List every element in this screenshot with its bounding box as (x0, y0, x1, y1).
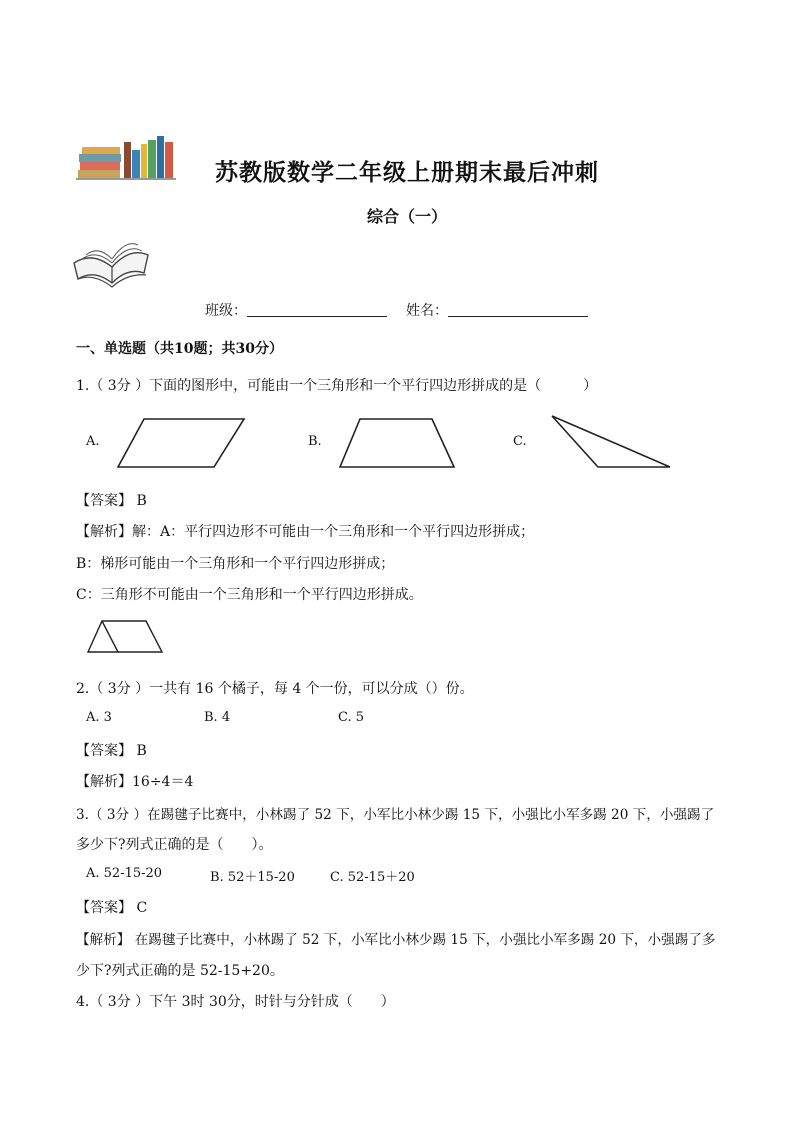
page-subtitle: 综合（一） (366, 207, 447, 226)
q4-stem: 4.（ 3分 ）下午 3时 30分，时针与分针成（ ） (76, 994, 395, 1010)
class-field (205, 300, 387, 320)
q1-option-b-trapezoid (338, 417, 458, 469)
class-blank[interactable] (247, 302, 387, 317)
q1-option-c-triangle (548, 414, 674, 470)
q1-analysis-line3: C：三角形不可能由一个三角形和一个平行四边形拼成。 (76, 587, 423, 603)
class-label: 班级： (205, 303, 247, 319)
q1-analysis-line1: 【解析】解：A：平行四边形不可能由一个三角形和一个平行四边形拼成； (76, 524, 535, 540)
section-heading: 一、单选题（共10题；共30分） (76, 341, 283, 357)
q3-option-a: A. 52-15-20 (86, 866, 163, 881)
name-blank[interactable] (448, 302, 588, 317)
q1-analysis-line2: B：梯形可能由一个三角形和一个平行四边形拼成； (76, 556, 395, 572)
name-field (406, 300, 588, 320)
q3-analysis-line2: 少下?列式正确的是 52-15+20。 (76, 963, 284, 979)
q2-option-a: A. 3 (86, 710, 112, 725)
q3-stem-line1: 3.（ 3分 ）在踢毽子比赛中，小林踢了 52 下，小军比小林少踢 15 下，小强比小军多踢 20 下，小强踢了 (76, 807, 715, 823)
q1-option-b-label: B. (308, 434, 322, 449)
q2-stem: 2.（ 3分 ）一共有 16 个橘子，每 4 个一份，可以分成（）份。 (76, 681, 474, 697)
q2-analysis: 【解析】16÷4＝4 (76, 774, 194, 790)
q2-option-b: B. 4 (204, 710, 231, 725)
open-book-icon (70, 233, 152, 293)
name-label: 姓名： (406, 303, 448, 319)
q2-option-c: C. 5 (338, 710, 365, 725)
q3-analysis-line1: 【解析】 在踢毽子比赛中，小林踢了 52 下，小军比小林少踢 15 下，小强比小军多踢 20 下，小强踢了多 (76, 932, 716, 948)
q1-option-c-label: C. (513, 434, 527, 449)
q1-option-a-parallelogram (116, 417, 246, 469)
q3-option-c: C. 52-15＋20 (330, 870, 415, 885)
q1-option-a-label: A. (86, 434, 100, 449)
page-title: 苏教版数学二年级上册期末最后冲刺 (215, 159, 599, 186)
q2-answer: 【答案】 B (76, 743, 147, 759)
q1-answer: 【答案】 B (76, 493, 147, 509)
q1-analysis-figure (86, 619, 166, 655)
q3-option-b: B. 52＋15-20 (210, 870, 295, 885)
q1-stem: 1.（ 3分 ）下面的图形中，可能由一个三角形和一个平行四边形拼成的是（ ） (76, 378, 598, 394)
q3-stem-line2: 多少下?列式正确的是（ ）。 (76, 837, 273, 853)
q3-answer: 【答案】 C (76, 900, 148, 916)
